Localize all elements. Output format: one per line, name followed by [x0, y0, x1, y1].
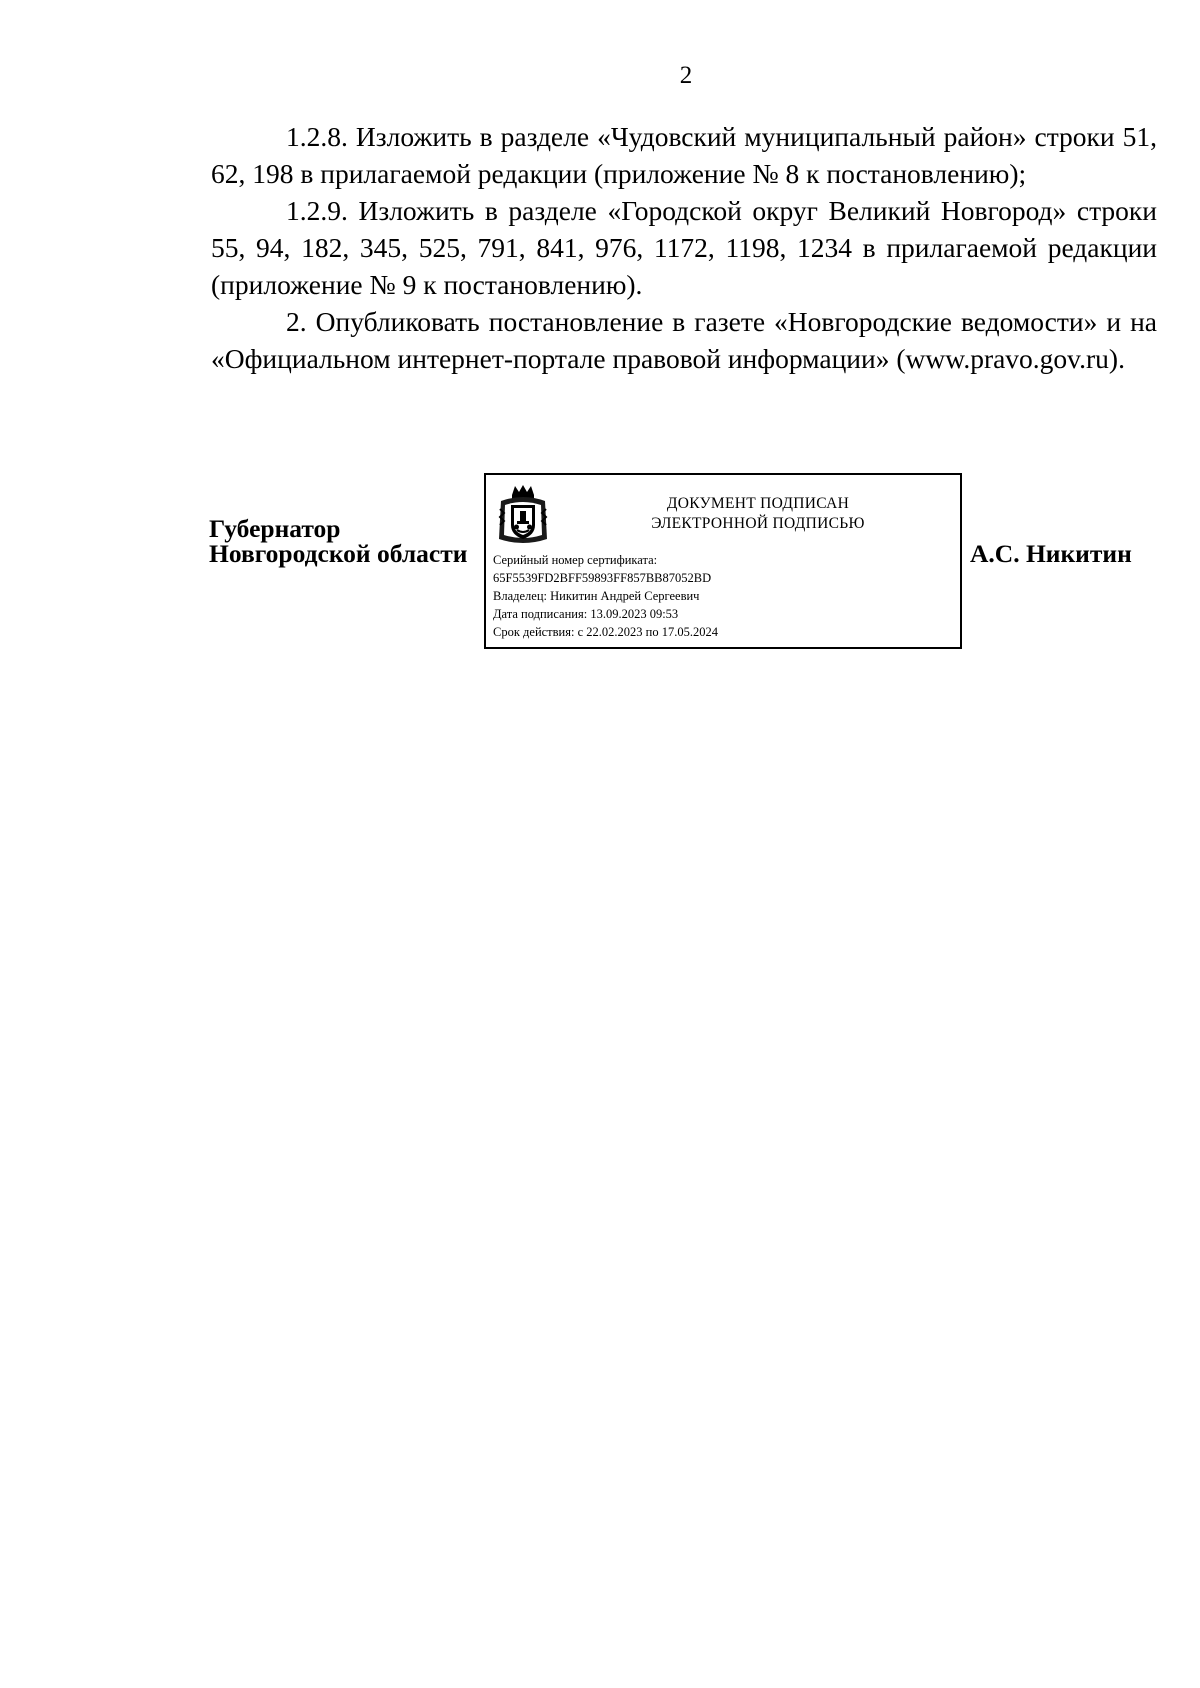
stamp-heading [558, 494, 958, 534]
document-body [211, 118, 1157, 377]
signing-date: Дата подписания: 13.09.2023 09:53 [493, 607, 679, 621]
signatory-title [209, 516, 467, 566]
certificate-validity: Срок действия: с 22.02.2023 по 17.05.2024 [493, 625, 718, 639]
page-number: 2 [679, 62, 693, 89]
signatory-name: А.С. Никитин [970, 539, 1132, 568]
electronic-signature-stamp [484, 473, 962, 649]
signatory-title-line2: Новгородской области [209, 539, 468, 568]
paragraph-1-2-9: 1.2.9. Изложить в разделе «Городской округ Великий Новгород» строки 55, 94, 182, 345, 525, 791, 841, 976, 1172, 1198, 1234 в прилагаемой редакции (приложение № 9 к постановлению). [211, 195, 1157, 300]
signatory-title-line1: Губернатор [209, 514, 341, 543]
stamp-details [493, 551, 718, 641]
paragraph-1-2-8: 1.2.8. Изложить в разделе «Чудовский муниципальный район» строки 51, 62, 198 в прилагаемой редакции (приложение № 8 к постановлению); [211, 121, 1157, 189]
certificate-serial-label: Серийный номер сертификата: [493, 553, 658, 567]
stamp-heading-line1: ДОКУМЕНТ ПОДПИСАН [666, 495, 850, 512]
certificate-owner: Владелец: Никитин Андрей Сергеевич [493, 589, 700, 603]
coat-of-arms-icon [495, 483, 551, 547]
certificate-serial-value: 65F5539FD2BFF59893FF857BB87052BD [493, 571, 712, 585]
stamp-heading-line2: ЭЛЕКТРОННОЙ ПОДПИСЬЮ [651, 515, 865, 532]
paragraph-2: 2. Опубликовать постановление в газете «Новгородские ведомости» и на «Официальном интернет-портале правовой информации» (www.pravo.gov.ru). [211, 306, 1157, 374]
